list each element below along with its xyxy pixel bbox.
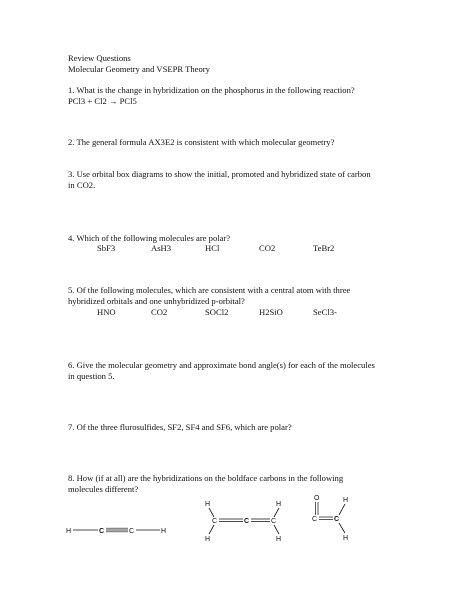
q5-option: HNO <box>97 307 116 317</box>
q5-option: CO2 <box>151 307 168 317</box>
question-1: 1. What is the change in hybridization on the phosphorus in the following reaction? <box>68 85 355 95</box>
q5-option: SeCl3- <box>313 307 337 317</box>
atom-label: C <box>212 518 218 525</box>
question-8-line-1: 8. How (if at all) are the hybridizations on the boldface carbons in the following <box>68 473 344 483</box>
allene-structure <box>205 501 281 543</box>
q5-option: SOCl2 <box>205 307 229 317</box>
atom-label: H <box>161 528 167 535</box>
atom-label: H <box>205 536 211 543</box>
q4-option: CO2 <box>259 243 276 253</box>
question-5-line-1: 5. Of the following molecules, which are consistent with a central atom with three <box>68 285 351 295</box>
q4-option: SbF3 <box>97 243 116 253</box>
q4-option: AsH3 <box>151 243 172 253</box>
question-2: 2. The general formula AX3E2 is consistent with which molecular geometry? <box>68 137 335 147</box>
reaction-equation: PCl3 + Cl2 → PCl5 <box>68 96 137 106</box>
q5-option: H2SiO <box>259 307 283 317</box>
worksheet-subtitle: Molecular Geometry and VSEPR Theory <box>68 64 210 74</box>
question-3-line-1: 3. Use orbital box diagrams to show the initial, promoted and hybridized state of carbon <box>68 169 371 179</box>
question-6-line-1: 6. Give the molecular geometry and approximate bond angle(s) for each of the molecules <box>68 360 375 370</box>
atom-label: H <box>205 501 211 508</box>
molecule-structures <box>0 490 464 550</box>
question-8-line-2: molecules different? <box>68 484 139 494</box>
q4-option: TeBr2 <box>313 243 335 253</box>
alkyne-structure <box>66 528 166 535</box>
atom-label: H <box>343 497 349 504</box>
question-6-line-2: in question 5. <box>68 371 115 381</box>
question-4: 4. Which of the following molecules are polar? <box>68 233 231 243</box>
atom-label: C <box>271 518 277 525</box>
atom-label: H <box>343 535 349 542</box>
atom-label: H <box>276 536 282 543</box>
question-7: 7. Of the three flurosulfides, SF2, SF4 and SF6, which are polar? <box>68 422 292 432</box>
question-3-line-2: in CO2. <box>68 180 96 190</box>
atom-label: C <box>129 528 135 535</box>
atom-label: C <box>334 516 340 523</box>
q4-option: HCl <box>205 243 220 253</box>
worksheet-heading: Review Questions <box>68 53 131 63</box>
atom-label: H <box>66 528 72 535</box>
atom-label: O <box>314 495 320 502</box>
atom-label: C <box>244 518 250 525</box>
atom-label: C <box>312 516 318 523</box>
question-5-line-2: hybridized orbitals and one unhybridized p-orbital? <box>68 296 245 306</box>
atom-label: H <box>276 501 282 508</box>
question-1-reaction <box>68 96 137 107</box>
carbonyl-structure <box>312 495 348 542</box>
atom-label: C <box>99 528 105 535</box>
